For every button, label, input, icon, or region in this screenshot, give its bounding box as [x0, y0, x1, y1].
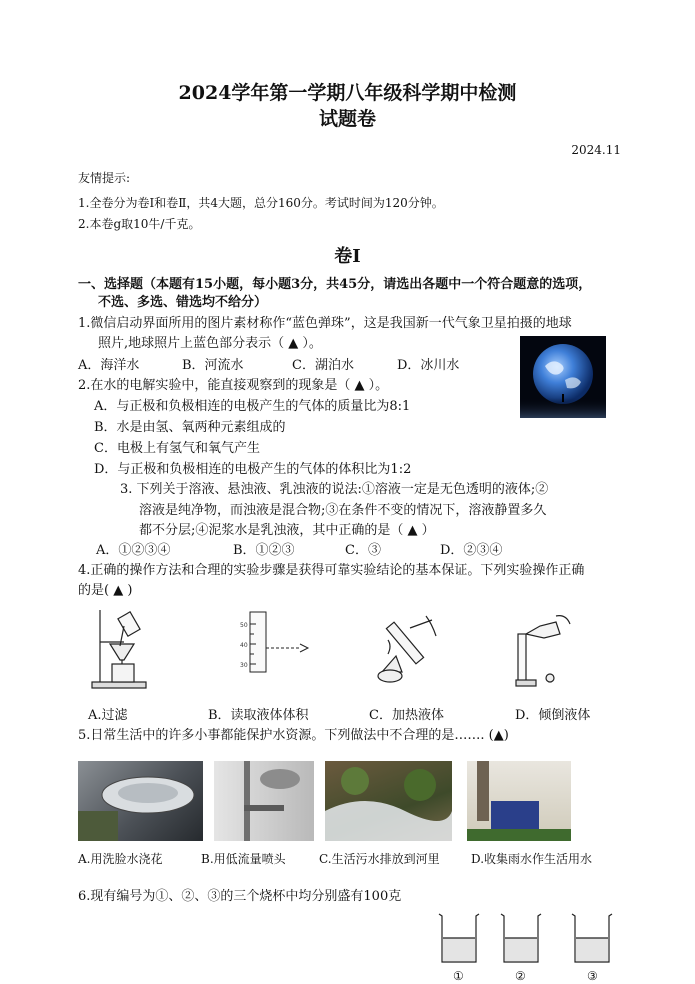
tick-50: 50	[240, 622, 248, 629]
q1-line-2: 照片,地球照片上蓝色部分表示（ ▲ ）。	[98, 336, 322, 351]
q2-option-d: D．与正极和负极相连的电极产生的气体的体积比为1:2	[94, 462, 412, 477]
beaker-label-2: ②	[515, 969, 526, 983]
exam-date: 2024.11	[571, 143, 621, 157]
pouring-figure	[510, 612, 580, 692]
tips-heading: 友情提示:	[78, 171, 131, 185]
earth-photo	[520, 336, 606, 418]
q4-line-2: 的是( ▲ )	[78, 583, 133, 598]
tips-line-1: 1.全卷分为卷Ⅰ和卷Ⅱ，共4大题，总分160分。考试时间为120分钟。	[78, 196, 444, 210]
tick-40: 40	[240, 642, 248, 649]
exam-subtitle: 试题卷	[318, 108, 376, 130]
q5-option-d: D.收集雨水作生活用水	[471, 852, 593, 866]
photo-rainwater-collection	[467, 761, 571, 841]
q6-stem: 6.现有编号为①、②、③的三个烧杯中均分别盛有100克	[78, 889, 402, 904]
photo-washing-basin	[78, 761, 203, 841]
beaker-2	[498, 912, 544, 968]
q1-option-a: A．海洋水	[78, 358, 140, 373]
q4-option-c: C．加热液体	[369, 708, 444, 723]
q3-option-d: D．②③④	[440, 543, 503, 558]
tick-30: 30	[240, 662, 248, 669]
q5-option-c: C.生活污水排放到河里	[319, 852, 440, 866]
part1-instructions-line-2: 不选、多选、错选均不给分）	[98, 295, 268, 310]
q2-option-b: B．水是由氢、氧两种元素组成的	[94, 420, 286, 435]
q3-line-3: 都不分层;④泥浆水是乳浊液，其中正确的是（ ▲ ）	[139, 523, 435, 538]
q4-option-a: A.过滤	[88, 708, 128, 723]
beaker-1	[436, 912, 482, 968]
beaker-label-1: ①	[453, 969, 464, 983]
beaker-3	[569, 912, 615, 968]
tips-line-2: 2.本卷g取10牛/千克。	[78, 217, 201, 231]
exam-title: 2024学年第一学期八年级科学期中检测	[178, 82, 517, 104]
q5-option-b: B.用低流量喷头	[201, 852, 286, 866]
part1-instructions-line-1: 一、选择题（本题有15小题，每小题3分，共45分，请选出各题中一个符合题意的选项，	[78, 277, 592, 292]
beaker-label-3: ③	[587, 969, 598, 983]
q3-line-1: 3. 下列关于溶液、悬浊液、乳浊液的说法:①溶液一定是无色透明的液体;②	[120, 482, 549, 497]
q1-line-1: 1.微信启动界面所用的图片素材称作“蓝色弹珠”，这是我国新一代气象卫星拍摄的地球	[78, 316, 572, 331]
q4-option-b: B．读取液体体积	[208, 708, 309, 723]
q3-option-c: C．③	[345, 543, 381, 558]
q1-option-c: C．湖泊水	[292, 358, 354, 373]
q4-option-d: D．倾倒液体	[515, 708, 591, 723]
q1-option-d: D．冰川水	[397, 358, 460, 373]
q4-line-1: 4.正确的操作方法和合理的实验步骤是获得可靠实验结论的基本保证。下列实验操作正确	[78, 563, 585, 578]
q2-option-c: C．电极上有氢气和氧气产生	[94, 441, 260, 456]
q3-line-2: 溶液是纯净物，而浊液是混合物;③在条件不变的情况下，溶液静置多久	[139, 503, 547, 518]
q3-option-a: A．①②③④	[96, 543, 171, 558]
q1-option-b: B．河流水	[182, 358, 244, 373]
filtration-figure	[88, 606, 154, 692]
heating-figure	[370, 606, 450, 690]
photo-shower-head	[214, 761, 314, 841]
q5-stem: 5.日常生活中的许多小事都能保护水资源。下列做法中不合理的是……. (▲)	[78, 728, 509, 743]
photo-sewage-discharge	[325, 761, 452, 841]
cylinder-reading-figure	[238, 610, 318, 674]
q2-option-a: A．与正极和负极相连的电极产生的气体的质量比为8:1	[94, 399, 411, 414]
section-title: 卷Ⅰ	[334, 246, 361, 267]
q2-stem: 2.在水的电解实验中，能直接观察到的现象是（ ▲ ）。	[78, 378, 389, 393]
q5-option-a: A.用洗脸水浇花	[78, 852, 163, 866]
q3-option-b: B．①②③	[233, 543, 295, 558]
